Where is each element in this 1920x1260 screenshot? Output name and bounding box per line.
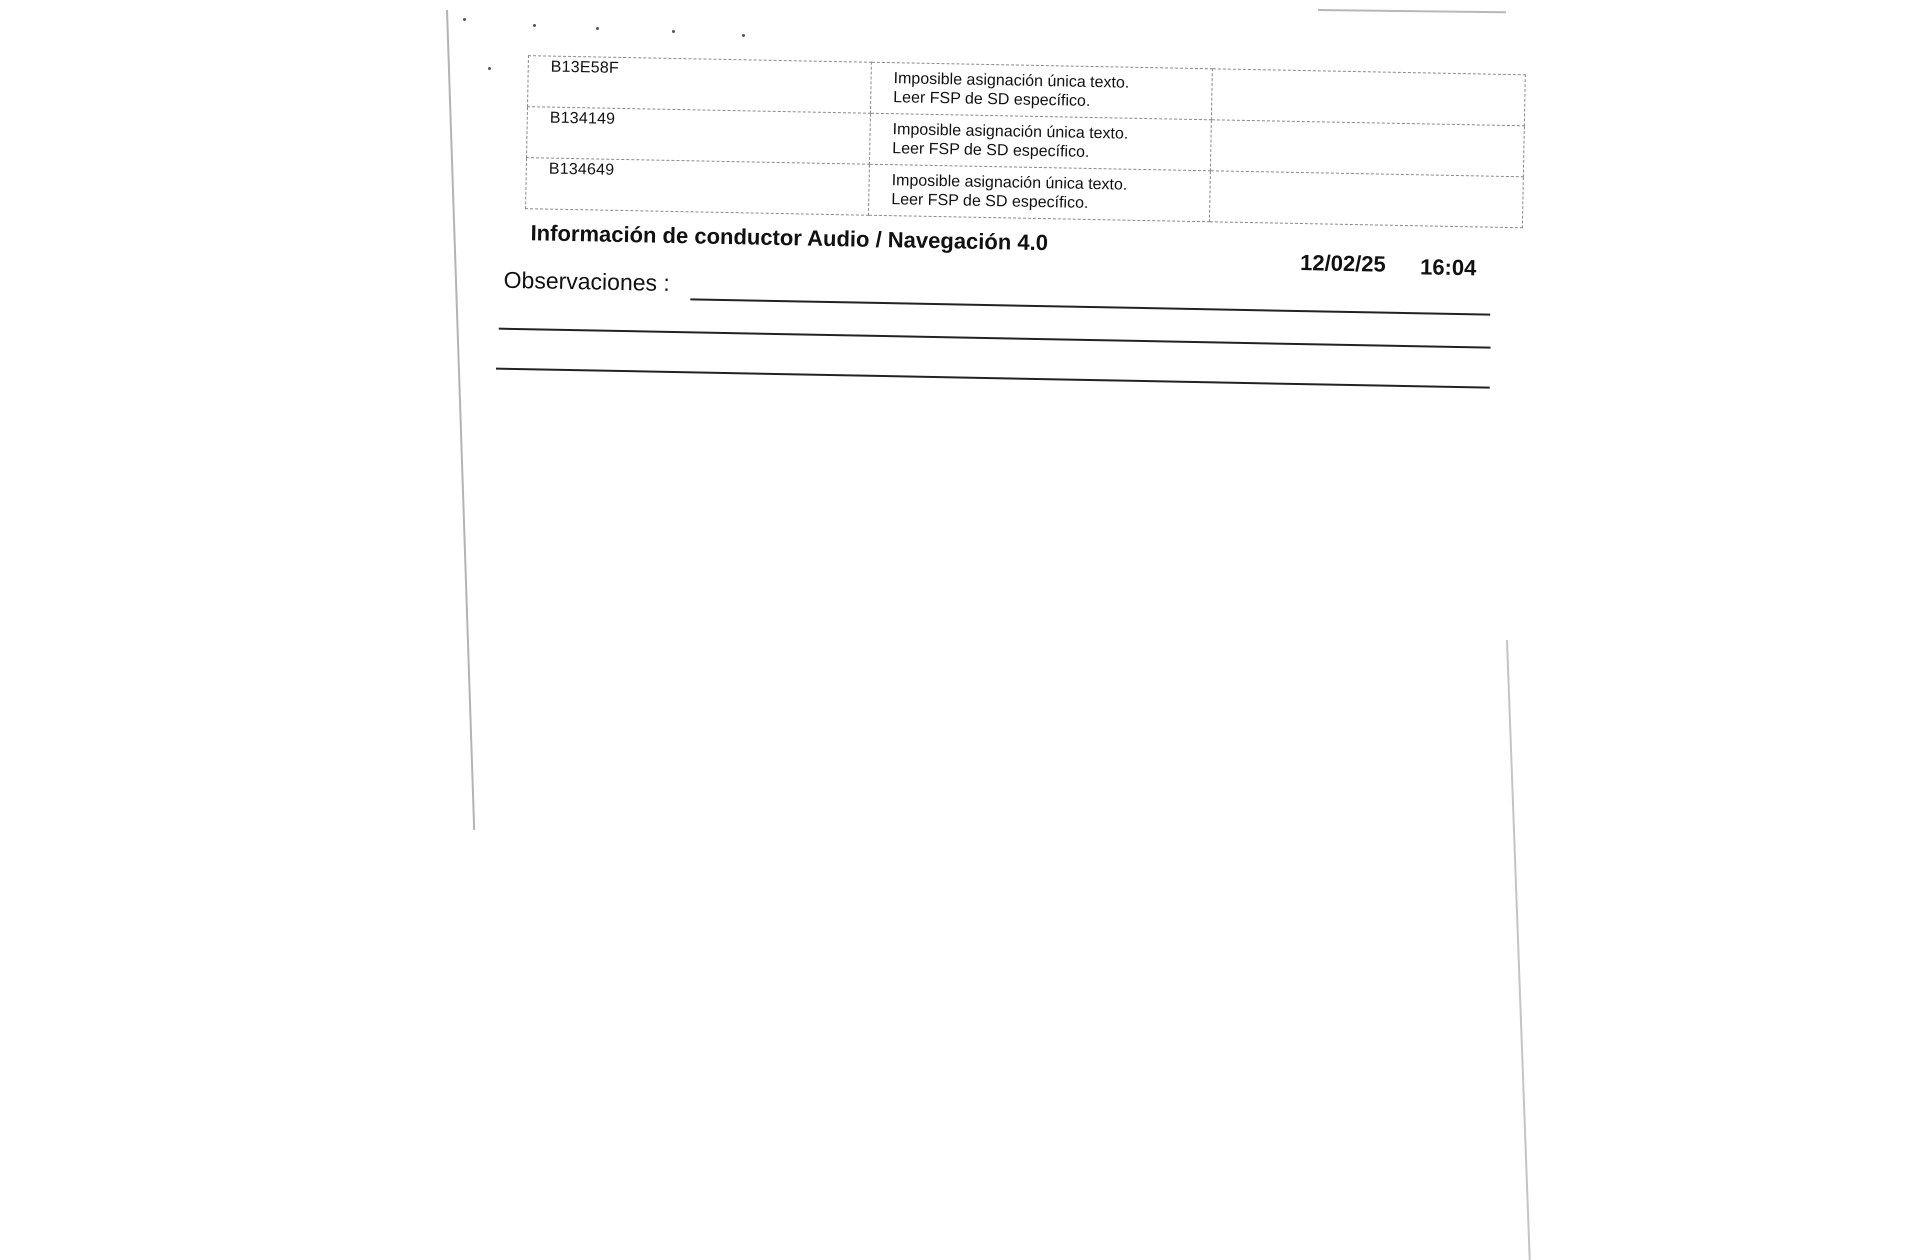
report-date: 12/02/25 <box>1299 250 1387 277</box>
fault-description-line: Imposible asignación única texto. <box>891 172 1128 194</box>
empty-cell <box>1209 171 1523 228</box>
fault-code-table <box>525 55 1526 228</box>
fault-code-cell: B134649 <box>526 158 870 216</box>
fault-description-line: Leer FSP de SD específico. <box>892 140 1090 161</box>
scan-edge-top <box>1318 9 1506 13</box>
empty-cell <box>1211 69 1525 126</box>
scan-edge-left <box>414 10 475 830</box>
empty-cell <box>1210 120 1524 177</box>
report-time: 16:04 <box>1419 254 1477 281</box>
fault-code-cell: B134149 <box>527 107 871 165</box>
fault-description-line: Leer FSP de SD específico. <box>893 89 1091 110</box>
fault-description-cell <box>868 164 1210 222</box>
scan-speck <box>596 27 599 30</box>
fault-description-cell <box>870 62 1212 120</box>
fault-description-line: Imposible asignación única texto. <box>892 121 1129 143</box>
scan-edge-right <box>1478 640 1531 1260</box>
observations-line <box>690 298 1490 315</box>
observations-line <box>499 328 1491 349</box>
observations-line <box>496 368 1490 389</box>
fault-description-line: Leer FSP de SD específico. <box>891 191 1089 212</box>
document-page <box>503 55 1480 433</box>
scan-speck <box>488 67 491 70</box>
fault-code-cell: B13E58F <box>528 56 872 114</box>
scan-speck <box>533 24 536 27</box>
report-title: Información de conductor Audio / Navegación 4.0 <box>530 220 1049 256</box>
fault-description-line: Imposible asignación única texto. <box>893 70 1130 92</box>
scan-speck <box>463 18 466 21</box>
observations-label: Observaciones : <box>503 266 671 296</box>
fault-description-cell <box>869 113 1211 171</box>
scan-speck <box>672 30 675 33</box>
scan-speck <box>742 34 745 37</box>
